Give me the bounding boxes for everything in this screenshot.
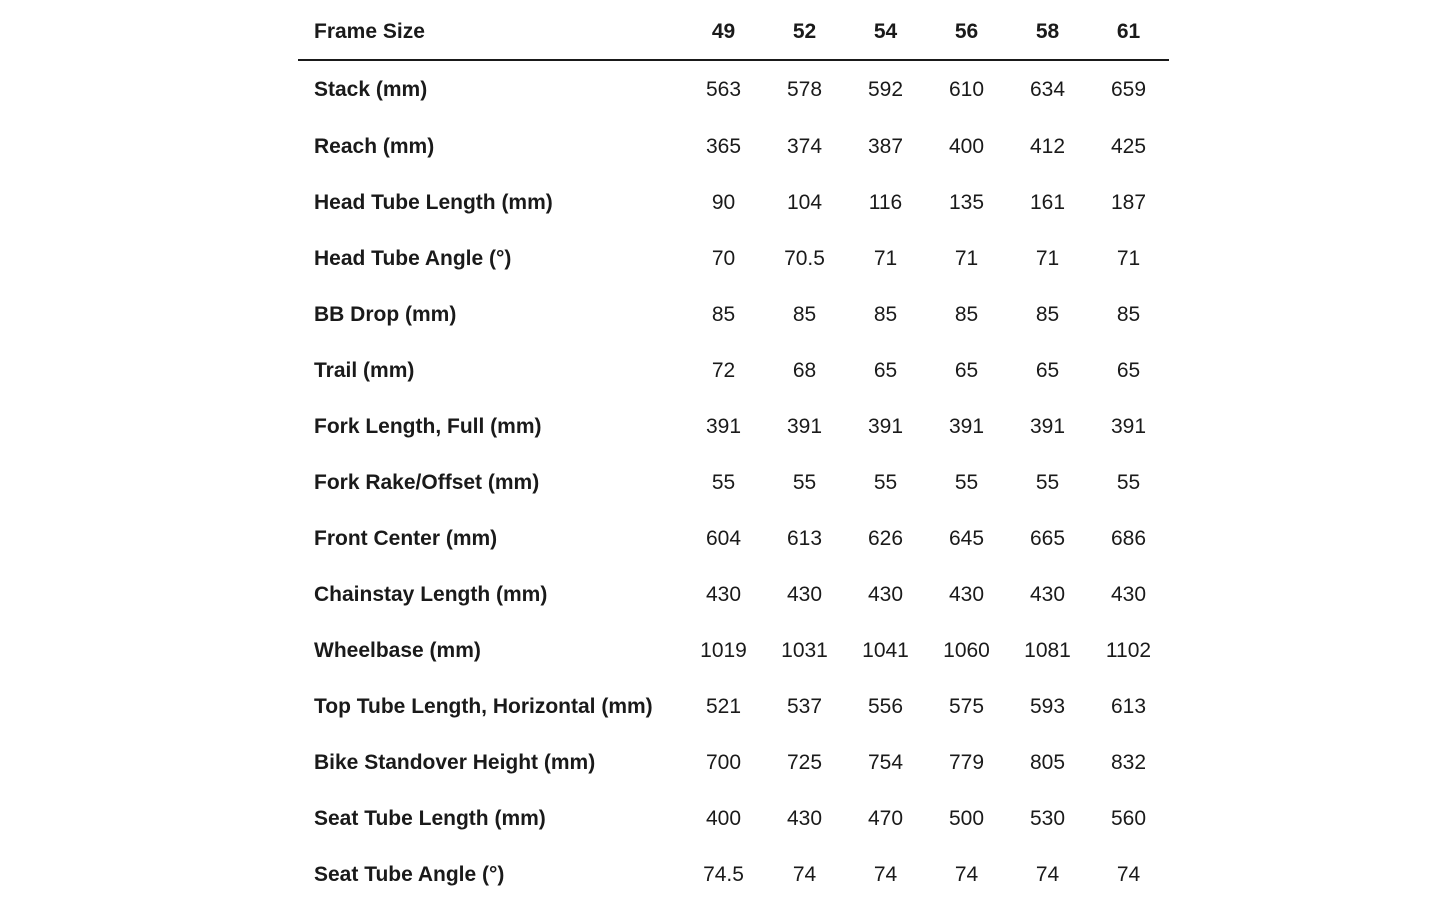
row-label: Seat Tube Angle (°) (314, 863, 505, 886)
table-row (298, 175, 1169, 231)
value-cell: 430 (705, 583, 742, 606)
value-cell: 104 (786, 191, 823, 214)
value-cell: 70.5 (784, 247, 825, 270)
value-cell: 575 (948, 695, 985, 718)
value-cell: 85 (1116, 303, 1141, 326)
header-row (298, 4, 1169, 60)
value-cell: 592 (867, 78, 904, 101)
value-cell: 74 (873, 863, 898, 886)
row-label: Fork Length, Full (mm) (314, 415, 542, 438)
row-label: Bike Standover Height (mm) (314, 751, 596, 774)
table-row (298, 567, 1169, 623)
value-cell: 805 (1029, 751, 1066, 774)
value-cell: 55 (1116, 471, 1141, 494)
value-cell: 1041 (862, 639, 909, 662)
value-cell: 55 (1035, 471, 1060, 494)
value-cell: 1081 (1024, 639, 1071, 662)
value-cell: 74 (1035, 863, 1060, 886)
value-cell: 65 (954, 359, 979, 382)
value-cell: 1102 (1105, 639, 1152, 662)
row-label: Front Center (mm) (314, 527, 498, 550)
value-cell: 832 (1110, 751, 1147, 774)
value-cell: 1019 (700, 639, 747, 662)
value-cell: 634 (1029, 78, 1066, 101)
value-cell: 725 (786, 751, 823, 774)
value-cell: 430 (867, 583, 904, 606)
value-cell: 659 (1110, 78, 1147, 101)
value-cell: 470 (867, 807, 904, 830)
row-label: Wheelbase (mm) (314, 639, 481, 662)
table-row (298, 287, 1169, 343)
value-cell: 70 (711, 247, 736, 270)
table-row (298, 511, 1169, 567)
value-cell: 85 (954, 303, 979, 326)
value-cell: 700 (705, 751, 742, 774)
table-row (298, 791, 1169, 847)
size-header: 49 (683, 4, 764, 60)
value-cell: 65 (873, 359, 898, 382)
value-cell: 85 (711, 303, 736, 326)
value-cell: 578 (786, 78, 823, 101)
row-label: BB Drop (mm) (314, 303, 457, 326)
table-row (298, 735, 1169, 791)
size-header: 54 (845, 4, 926, 60)
row-label: Fork Rake/Offset (mm) (314, 471, 540, 494)
value-cell: 391 (1110, 415, 1147, 438)
table-row (298, 231, 1169, 287)
size-header: 56 (926, 4, 1007, 60)
row-label: Reach (mm) (314, 135, 435, 158)
size-header: 52 (764, 4, 845, 60)
value-cell: 374 (786, 135, 823, 158)
table-row (298, 343, 1169, 399)
value-cell: 55 (873, 471, 898, 494)
value-cell: 55 (792, 471, 817, 494)
value-cell: 626 (867, 527, 904, 550)
frame-size-header: Frame Size (298, 4, 683, 60)
value-cell: 412 (1029, 135, 1066, 158)
value-cell: 74 (792, 863, 817, 886)
value-cell: 391 (948, 415, 985, 438)
table-row (298, 60, 1169, 119)
value-cell: 613 (786, 527, 823, 550)
value-cell: 400 (948, 135, 985, 158)
value-cell: 71 (1035, 247, 1060, 270)
row-label: Head Tube Angle (°) (314, 247, 512, 270)
value-cell: 430 (786, 583, 823, 606)
size-header: 58 (1007, 4, 1088, 60)
value-cell: 74.5 (703, 863, 744, 886)
value-cell: 530 (1029, 807, 1066, 830)
value-cell: 71 (873, 247, 898, 270)
value-cell: 400 (705, 807, 742, 830)
value-cell: 686 (1110, 527, 1147, 550)
value-cell: 71 (1116, 247, 1141, 270)
row-label: Top Tube Length, Horizontal (mm) (314, 695, 653, 718)
value-cell: 74 (1116, 863, 1141, 886)
value-cell: 85 (1035, 303, 1060, 326)
value-cell: 645 (948, 527, 985, 550)
value-cell: 187 (1110, 191, 1147, 214)
value-cell: 1060 (943, 639, 990, 662)
value-cell: 391 (786, 415, 823, 438)
geometry-table (298, 4, 1169, 903)
value-cell: 135 (948, 191, 985, 214)
value-cell: 500 (948, 807, 985, 830)
table-header (298, 4, 1169, 60)
value-cell: 425 (1110, 135, 1147, 158)
value-cell: 71 (954, 247, 979, 270)
value-cell: 90 (711, 191, 736, 214)
value-cell: 593 (1029, 695, 1066, 718)
value-cell: 68 (792, 359, 817, 382)
table-body (298, 60, 1169, 903)
value-cell: 556 (867, 695, 904, 718)
value-cell: 391 (1029, 415, 1066, 438)
value-cell: 610 (948, 78, 985, 101)
row-label: Seat Tube Length (mm) (314, 807, 546, 830)
value-cell: 55 (711, 471, 736, 494)
value-cell: 116 (868, 191, 903, 214)
table-row (298, 455, 1169, 511)
value-cell: 604 (705, 527, 742, 550)
value-cell: 85 (873, 303, 898, 326)
value-cell: 430 (786, 807, 823, 830)
value-cell: 85 (792, 303, 817, 326)
value-cell: 521 (705, 695, 742, 718)
value-cell: 563 (705, 78, 742, 101)
value-cell: 387 (867, 135, 904, 158)
table-row (298, 399, 1169, 455)
value-cell: 391 (705, 415, 742, 438)
value-cell: 665 (1029, 527, 1066, 550)
value-cell: 560 (1110, 807, 1147, 830)
table-row (298, 679, 1169, 735)
row-label: Head Tube Length (mm) (314, 191, 553, 214)
value-cell: 161 (1029, 191, 1066, 214)
value-cell: 779 (948, 751, 985, 774)
value-cell: 72 (711, 359, 736, 382)
value-cell: 365 (705, 135, 742, 158)
value-cell: 391 (867, 415, 904, 438)
value-cell: 537 (786, 695, 823, 718)
size-header: 61 (1088, 4, 1169, 60)
table-row (298, 119, 1169, 175)
value-cell: 65 (1035, 359, 1060, 382)
table-row (298, 623, 1169, 679)
value-cell: 613 (1110, 695, 1147, 718)
value-cell: 430 (1029, 583, 1066, 606)
value-cell: 55 (954, 471, 979, 494)
row-label: Trail (mm) (314, 359, 415, 382)
value-cell: 1031 (781, 639, 828, 662)
value-cell: 74 (954, 863, 979, 886)
value-cell: 754 (867, 751, 904, 774)
value-cell: 430 (948, 583, 985, 606)
value-cell: 430 (1110, 583, 1147, 606)
table-row (298, 847, 1169, 903)
value-cell: 65 (1116, 359, 1141, 382)
row-label: Chainstay Length (mm) (314, 583, 548, 606)
row-label: Stack (mm) (314, 78, 428, 101)
